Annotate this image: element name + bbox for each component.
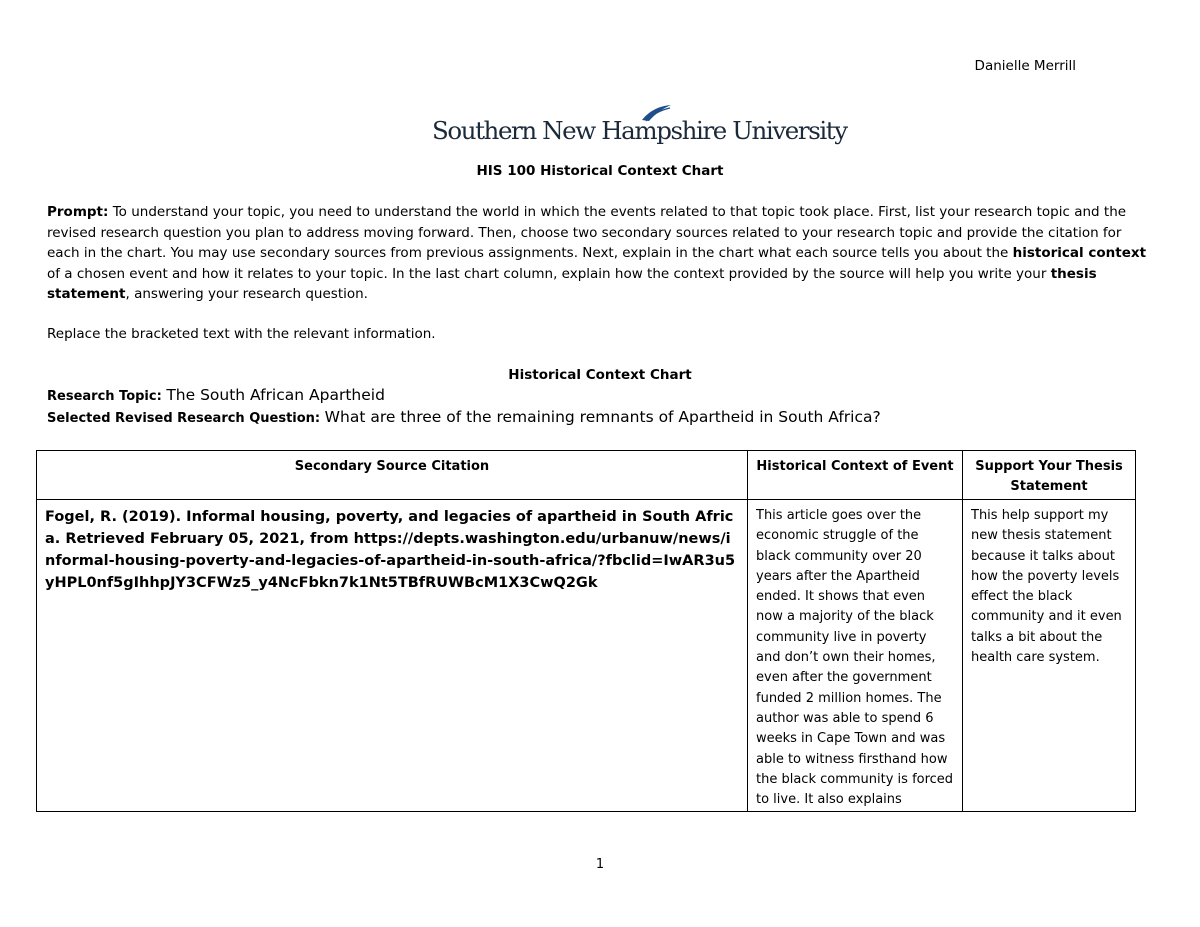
table-header-row bbox=[37, 451, 1136, 500]
prompt-label: Prompt: bbox=[47, 204, 109, 220]
support-cell bbox=[963, 500, 1136, 812]
support-text: This help support my new thesis statement because it talks about how the poverty levels effect the black community and it even talks a bit about the health care system. bbox=[971, 508, 1122, 666]
header-support: Support Your Thesis Statement bbox=[963, 451, 1136, 500]
prompt-text-2: of a chosen event and how it relates to your topic. In the last chart column, explain how the context provided by the source will help you write your bbox=[47, 265, 1051, 282]
research-topic bbox=[47, 386, 385, 404]
context-text: This article goes over the economic struggle of the black community over 20 years after the Apartheid ended. It shows that even now a majority of the black community live in poverty and don’t own their homes, even after the government funded 2 million homes. The author was able to spend 6 weeks in Cape Town and was able to witness firsthand how the black community is forced to live. It also explains bbox=[756, 508, 954, 808]
historical-context-table bbox=[36, 450, 1136, 812]
research-topic-value: The South African Apartheid bbox=[166, 386, 385, 404]
context-cell bbox=[748, 500, 963, 812]
table-row bbox=[37, 500, 1136, 812]
chart-heading: Historical Context Chart bbox=[508, 367, 692, 383]
prompt-text-3: , answering your research question. bbox=[125, 286, 368, 302]
author-name: Danielle Merrill bbox=[974, 58, 1076, 74]
research-topic-label: Research Topic: bbox=[47, 389, 167, 404]
page-number: 1 bbox=[595, 857, 605, 872]
instruction-text: Replace the bracketed text with the relevant information. bbox=[47, 326, 436, 342]
header-citation: Secondary Source Citation bbox=[37, 451, 748, 500]
research-question-value: What are three of the remaining remnants of Apartheid in South Africa? bbox=[324, 408, 881, 426]
logo-wordmark: Southern New Hampshire University bbox=[432, 116, 847, 145]
header-context: Historical Context of Event bbox=[748, 451, 963, 500]
citation-text: Fogel, R. (2019). Informal housing, poverty, and legacies of apartheid in South Africa. Retrieved February 05, 2021, from https://depts.washington.edu/urbanuw/news/informal-housing-poverty-and-legacies-of-apartheid-in-south-africa/?fbclid=IwAR3u5yHPL0nf5gIhhpJY3CFWz5_y4NcFbkn7k1Nt5TBfRUWBcM1X3CwQ2Gk bbox=[45, 509, 736, 591]
citation-cell bbox=[37, 500, 748, 812]
research-question-label: Selected Revised Research Question: bbox=[47, 411, 325, 426]
prompt-bold-historical-context: historical context bbox=[1012, 245, 1147, 261]
prompt-bold-thesis-statement: thesis statement bbox=[47, 265, 1097, 302]
prompt-paragraph bbox=[47, 202, 1157, 305]
prompt-text-1: To understand your topic, you need to understand the world in which the events related to that topic took place. First, list your research topic and the revised research question you plan to address moving forward. Then, choose two secondary sources related to your research topic and provide the citation for each in the chart. You may use secondary sources from previous assignments. Next, explain in the chart what each source tells you about the bbox=[47, 204, 1127, 261]
document-title: HIS 100 Historical Context Chart bbox=[476, 163, 724, 179]
snhu-logo bbox=[432, 104, 847, 150]
research-question bbox=[47, 408, 881, 426]
